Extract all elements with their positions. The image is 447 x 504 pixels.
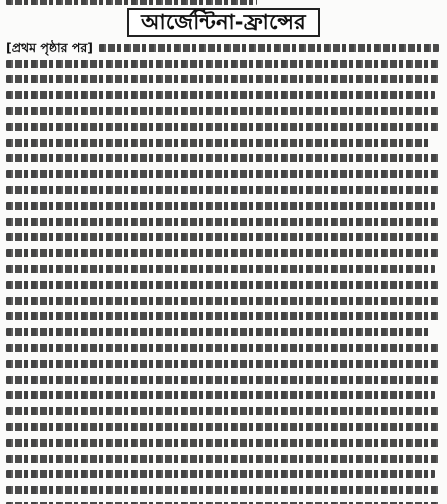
text-line-placeholder [6,119,439,135]
text-line-placeholder [6,245,439,261]
text-line-placeholder [6,435,439,451]
text-line-placeholder [6,419,439,435]
continued-from-label: [প্রথম পৃষ্ঠার পর] [6,40,93,55]
article-text-lines [6,56,439,504]
text-line-placeholder [6,482,439,498]
text-line-placeholder [6,293,439,309]
cut-off-previous-line [6,0,439,5]
text-line-placeholder [6,87,439,103]
text-line-placeholder [6,451,439,467]
text-line-placeholder [6,182,439,198]
text-line-placeholder [6,261,439,277]
text-line-placeholder [6,198,439,214]
headline-area [0,8,447,36]
text-line-placeholder [6,324,439,340]
text-line-placeholder [6,230,439,246]
text-line-placeholder [6,151,439,167]
text-line-placeholder [6,309,439,325]
text-line-placeholder [6,277,439,293]
text-line-placeholder [6,467,439,483]
article-first-line [6,40,439,56]
text-line-placeholder [6,356,439,372]
text-line-placeholder [6,166,439,182]
text-line-placeholder [6,372,439,388]
text-line-placeholder [6,498,439,504]
article-body [6,40,439,504]
text-line-placeholder [6,403,439,419]
text-line-placeholder [6,72,439,88]
text-line-placeholder [6,388,439,404]
text-line-placeholder [6,340,439,356]
article-headline: আর্জেন্টিনা-ফ্রান্সের [127,8,320,37]
text-line-placeholder [6,214,439,230]
text-line-placeholder [6,103,439,119]
text-line-placeholder [6,135,439,151]
text-line-placeholder [6,56,439,72]
text-line-placeholder [99,44,439,52]
